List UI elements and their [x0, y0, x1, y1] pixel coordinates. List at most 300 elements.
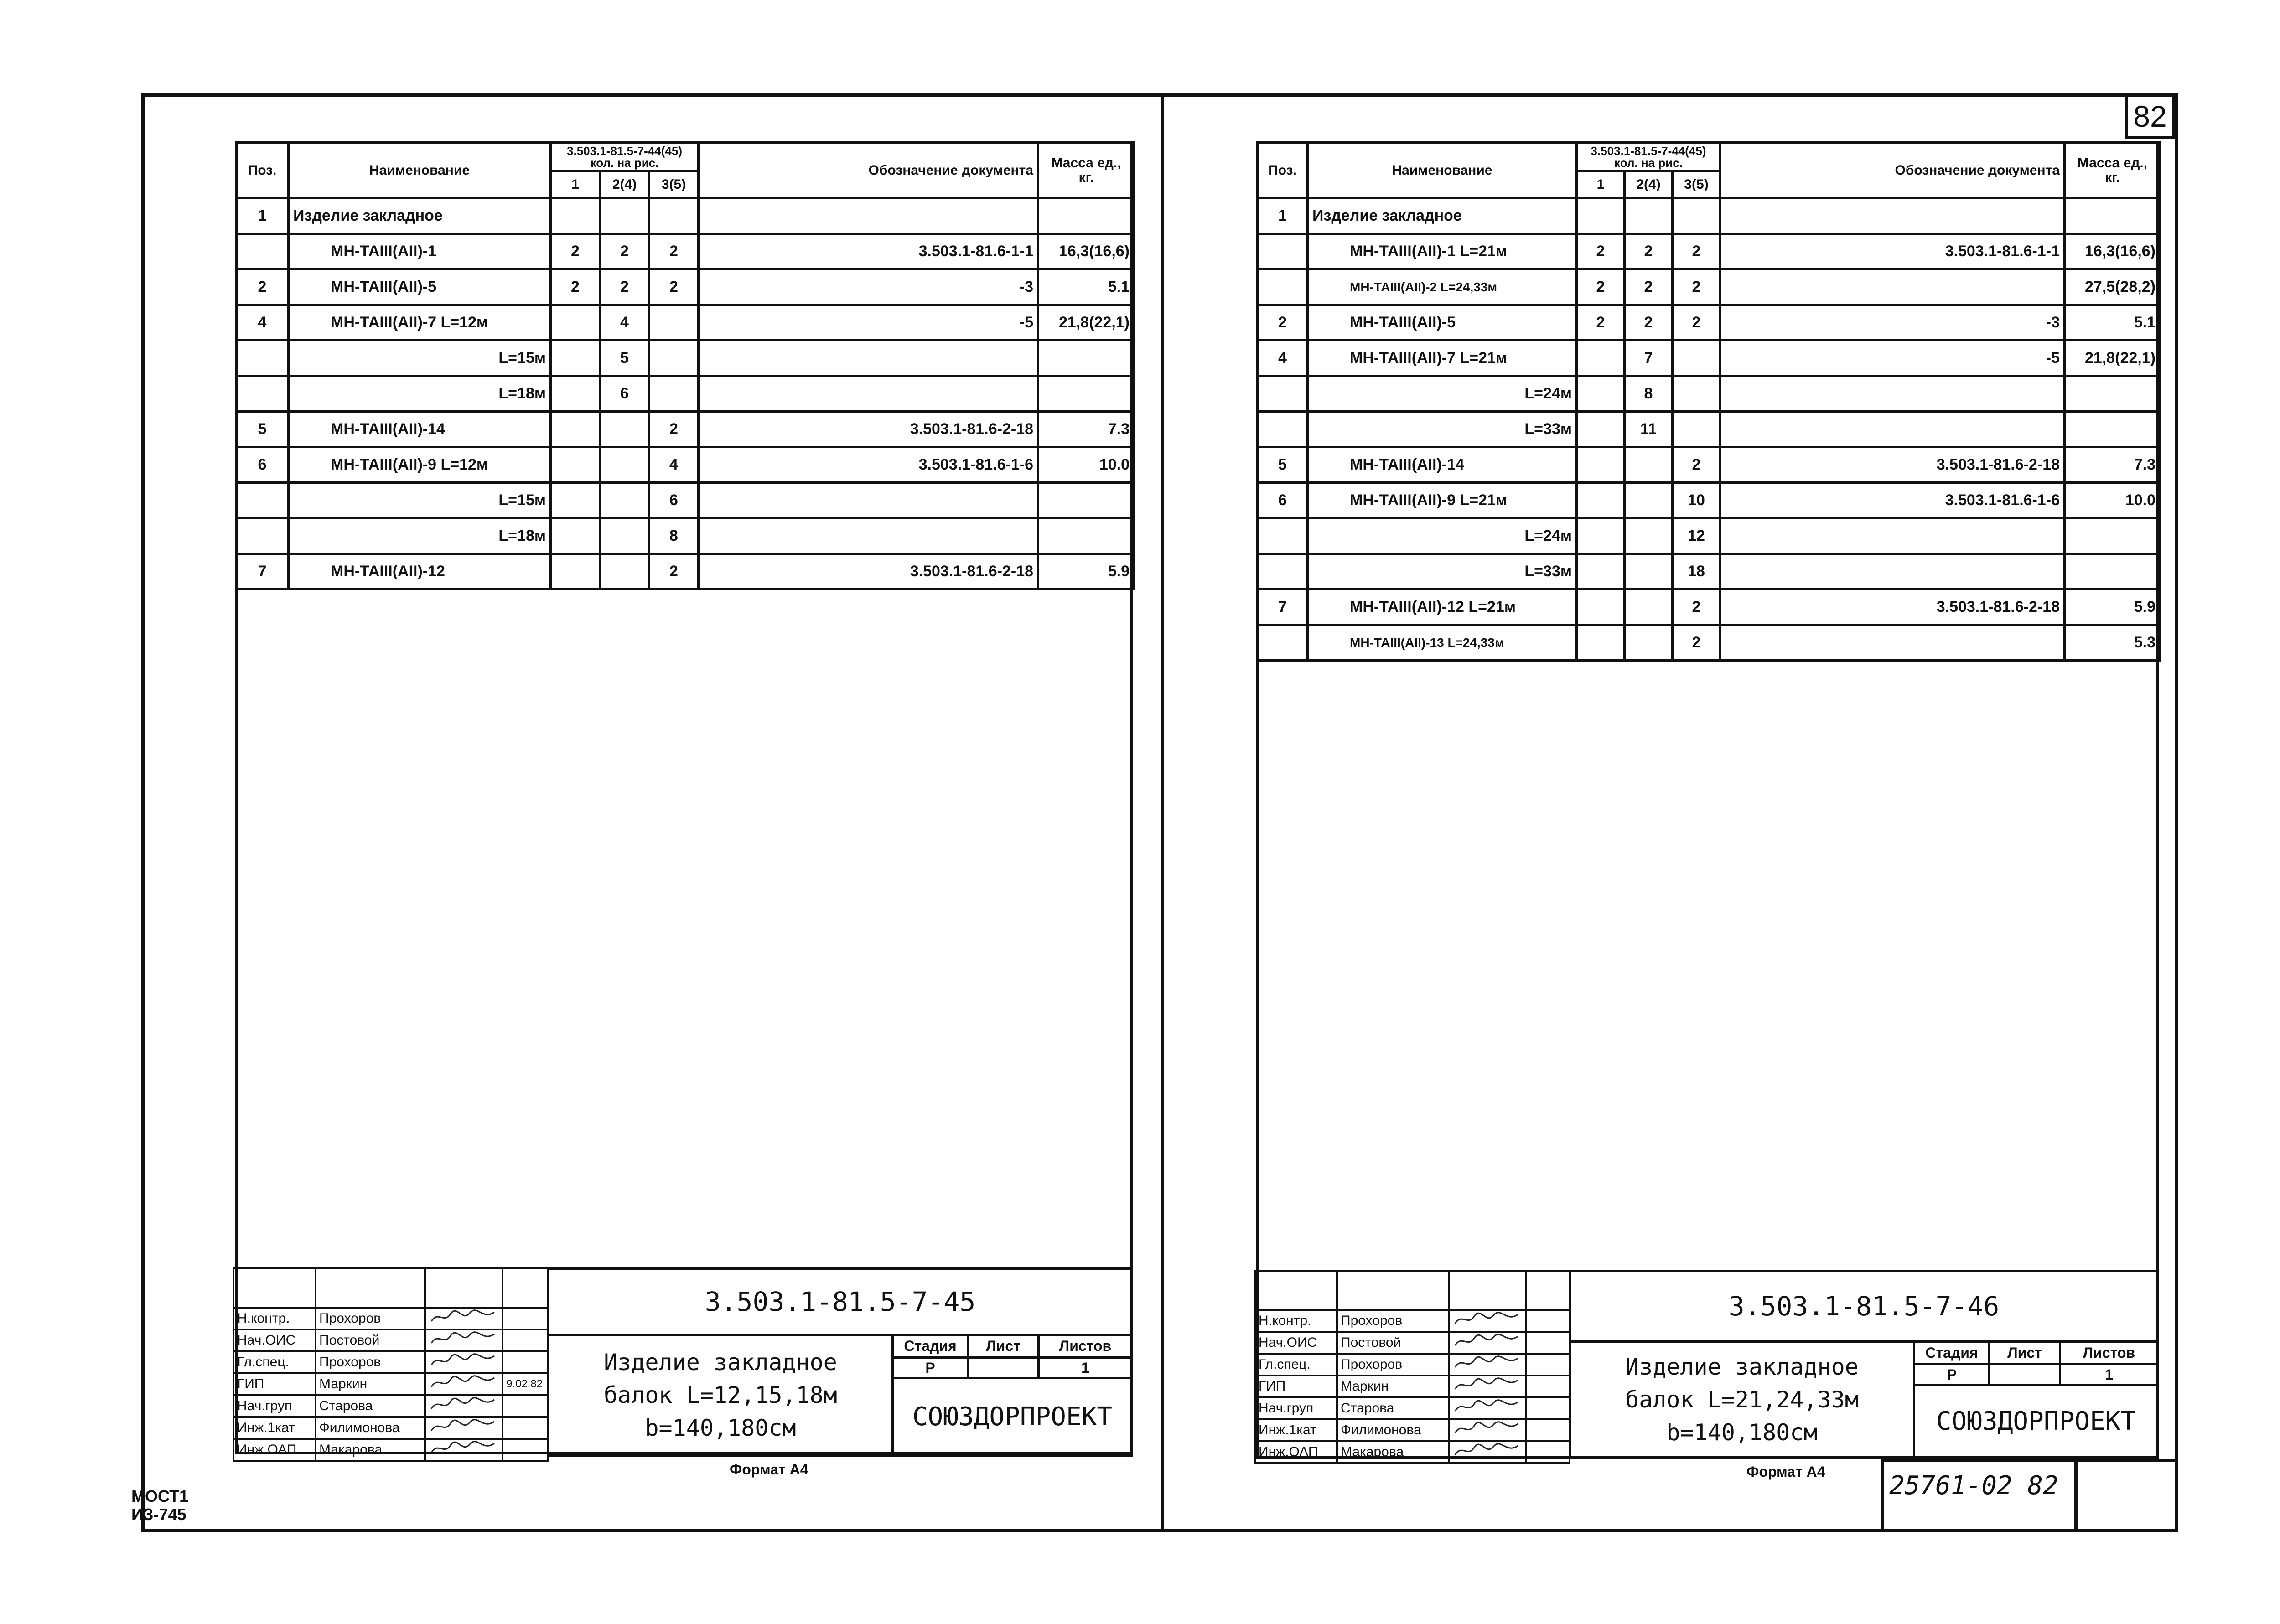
cell-q2 — [600, 412, 649, 447]
signature-scribble-icon — [1452, 1333, 1521, 1349]
cell-q2 — [1625, 447, 1673, 483]
cell-q1 — [551, 412, 600, 447]
cell-pos: 6 — [236, 447, 289, 483]
signature-row — [1255, 1376, 1570, 1397]
signature-row — [233, 1351, 548, 1373]
title-line: b=140,180см — [1666, 1419, 1818, 1446]
cell-name: МН-ТАIII(АII)-5 — [289, 269, 551, 305]
cell-mass — [2065, 518, 2161, 554]
cell-name: МН-ТАIII(АII)-2 L=24,33м — [1308, 269, 1577, 305]
signature-row — [233, 1308, 548, 1329]
header-q2: 2(4) — [600, 171, 649, 198]
cell-doc — [1720, 198, 2065, 234]
cell-mass — [1038, 341, 1135, 376]
cell-q3: 10 — [1673, 483, 1720, 518]
title-line: балок L=21,24,33м — [1625, 1386, 1859, 1413]
table-row — [1258, 376, 2161, 412]
signature-scribble-icon — [1452, 1376, 1521, 1393]
cell-pos — [236, 234, 289, 269]
signature — [1449, 1376, 1526, 1397]
archive-number: 25761-02 82 — [1889, 1471, 2058, 1500]
table-row — [236, 269, 1135, 305]
cell-q2 — [600, 518, 649, 554]
left-doc-number: 3.503.1-81.5-7-45 — [547, 1267, 1133, 1336]
cell-pos: 4 — [236, 305, 289, 341]
cell-doc — [699, 376, 1038, 412]
cell-mass: 10.0 — [2065, 483, 2161, 518]
cell-q2 — [600, 483, 649, 518]
header-q1: 1 — [551, 171, 600, 198]
table-row — [1258, 341, 2161, 376]
sign-date — [1526, 1397, 1570, 1419]
cell-doc — [699, 518, 1038, 554]
header-qty-series: 3.503.1-81.5-7-44(45) — [567, 144, 682, 158]
cell-mass — [1038, 483, 1135, 518]
cell-name: L=33м — [1308, 554, 1577, 590]
cell-pos: 5 — [236, 412, 289, 447]
role: ГИП — [1255, 1376, 1337, 1397]
left-title-block — [233, 1267, 1133, 1457]
cell-q2: 2 — [1625, 269, 1673, 305]
signature — [1449, 1419, 1526, 1441]
sheet-number: 82 — [2125, 93, 2175, 139]
signature-scribble-icon — [1452, 1420, 1521, 1437]
header-qty-series: 3.503.1-81.5-7-44(45) — [1591, 144, 1706, 158]
cell-name: МН-ТАIII(АII)-14 — [289, 412, 551, 447]
sign-date: 9.02.82 — [503, 1373, 548, 1395]
cell-mass: 10.0 — [1038, 447, 1135, 483]
sign-date — [503, 1351, 548, 1373]
cell-doc: 3.503.1-81.6-2-18 — [1720, 590, 2065, 625]
cell-q2: 2 — [600, 269, 649, 305]
cell-q3 — [1673, 412, 1720, 447]
cell-doc — [1720, 625, 2065, 661]
cell-name: L=15м — [289, 483, 551, 518]
cell-q1 — [551, 447, 600, 483]
sign-date — [503, 1395, 548, 1417]
cell-name: МН-ТАIII(АII)-9 L=21м — [1308, 483, 1577, 518]
cell-q3: 4 — [649, 447, 699, 483]
signature — [425, 1308, 503, 1329]
table-row — [1258, 198, 2161, 234]
cell-pos: 6 — [1258, 483, 1308, 518]
signature-row — [1255, 1354, 1570, 1376]
cell-doc — [1720, 554, 2065, 590]
cell-q1 — [551, 518, 600, 554]
role: Н.контр. — [1255, 1310, 1337, 1332]
title-line: балок L=12,15,18м — [604, 1382, 837, 1408]
cell-mass: 5.9 — [1038, 554, 1135, 590]
role: Нач.груп — [1255, 1397, 1337, 1419]
cell-q2: 5 — [600, 341, 649, 376]
left-format-label: Формат А4 — [730, 1461, 808, 1478]
cell-doc: 3.503.1-81.6-2-18 — [1720, 447, 2065, 483]
cell-q3: 2 — [1673, 625, 1720, 661]
sign-date — [1526, 1332, 1570, 1354]
cell-name: Изделие закладное — [1308, 198, 1577, 234]
signature-scribble-icon — [429, 1330, 497, 1347]
person-name: Прохоров — [1337, 1310, 1449, 1332]
left-sheet-label: Лист — [967, 1334, 1040, 1359]
role: Инж.1кат — [233, 1417, 316, 1439]
signature-scribble-icon — [1452, 1442, 1521, 1458]
cell-pos — [1258, 376, 1308, 412]
cell-name: L=15м — [289, 341, 551, 376]
signature — [425, 1439, 503, 1461]
cell-q2 — [1625, 554, 1673, 590]
signature — [425, 1351, 503, 1373]
cell-name: МН-ТАIII(АII)-12 — [289, 554, 551, 590]
signature-scribble-icon — [429, 1352, 497, 1369]
table-row — [236, 376, 1135, 412]
signature-scribble-icon — [1452, 1311, 1521, 1327]
signature — [425, 1395, 503, 1417]
cell-doc — [699, 341, 1038, 376]
cell-q2 — [1625, 198, 1673, 234]
cell-q3: 18 — [1673, 554, 1720, 590]
cell-q2: 11 — [1625, 412, 1673, 447]
cell-pos: 5 — [1258, 447, 1308, 483]
role: Нач.ОИС — [1255, 1332, 1337, 1354]
cell-doc — [1720, 518, 2065, 554]
table-row — [1258, 269, 2161, 305]
table-row — [236, 234, 1135, 269]
header-pos: Поз. — [1258, 143, 1308, 198]
cell-pos — [236, 341, 289, 376]
cell-pos: 7 — [1258, 590, 1308, 625]
cell-q1 — [1577, 447, 1625, 483]
cell-mass: 27,5(28,2) — [2065, 269, 2161, 305]
signature-row — [233, 1373, 548, 1395]
cell-q1 — [551, 483, 600, 518]
signature-scribble-icon — [429, 1440, 497, 1456]
cell-mass: 7.3 — [1038, 412, 1135, 447]
left-sheets-label: Листов — [1037, 1334, 1133, 1359]
signature — [425, 1417, 503, 1439]
cell-doc: 3.503.1-81.6-2-18 — [699, 554, 1038, 590]
table-row — [1258, 305, 2161, 341]
cell-doc — [1720, 412, 2065, 447]
cell-name: МН-ТАIII(АII)-1 L=21м — [1308, 234, 1577, 269]
person-name: Старова — [1337, 1397, 1449, 1419]
table-row — [1258, 234, 2161, 269]
signature-scribble-icon — [429, 1396, 497, 1412]
cell-q1 — [551, 305, 600, 341]
table-row — [236, 483, 1135, 518]
archive-extra-box — [2075, 1459, 2178, 1532]
cell-q2 — [1625, 483, 1673, 518]
sign-date — [1526, 1376, 1570, 1397]
cell-doc: 3.503.1-81.6-1-1 — [1720, 234, 2065, 269]
cell-mass — [2065, 412, 2161, 447]
cell-doc — [1720, 376, 2065, 412]
cell-q3: 2 — [1673, 234, 1720, 269]
right-title-block — [1254, 1270, 2159, 1459]
sign-date — [1526, 1419, 1570, 1441]
header-qty-label: кол. на рис. — [1614, 155, 1683, 170]
cell-pos: 1 — [236, 198, 289, 234]
right-doc-number: 3.503.1-81.5-7-46 — [1569, 1270, 2159, 1343]
left-sheets-value: 1 — [1037, 1356, 1133, 1379]
right-sheets-label: Листов — [2059, 1340, 2159, 1365]
role: Гл.спец. — [1255, 1354, 1337, 1376]
person-name: Маркин — [1337, 1376, 1449, 1397]
header-q1: 1 — [1577, 171, 1625, 198]
person-name: Прохоров — [316, 1308, 425, 1329]
sign-date — [503, 1308, 548, 1329]
cell-mass — [1038, 376, 1135, 412]
cell-pos — [1258, 554, 1308, 590]
role: Нач.ОИС — [233, 1329, 316, 1351]
archive-number-box — [1881, 1459, 2077, 1532]
table-row — [236, 447, 1135, 483]
header-qty-label: кол. на рис. — [590, 155, 659, 170]
cell-q3: 2 — [1673, 269, 1720, 305]
cell-q1 — [1577, 341, 1625, 376]
cell-q3: 2 — [649, 412, 699, 447]
signature-row — [1255, 1441, 1570, 1463]
role: Нач.груп — [233, 1395, 316, 1417]
role: Инж.ОАП — [233, 1439, 316, 1461]
cell-q3: 12 — [1673, 518, 1720, 554]
signature — [1449, 1397, 1526, 1419]
person-name: Постовой — [1337, 1332, 1449, 1354]
cell-q2: 2 — [600, 234, 649, 269]
signature-row — [233, 1329, 548, 1351]
person-name: Прохоров — [1337, 1354, 1449, 1376]
table-row — [1258, 625, 2161, 661]
table-row — [236, 305, 1135, 341]
role: ГИП — [233, 1373, 316, 1395]
person-name: Прохоров — [316, 1351, 425, 1373]
table-row — [236, 341, 1135, 376]
cell-doc: 3.503.1-81.6-2-18 — [699, 412, 1038, 447]
cell-pos — [1258, 412, 1308, 447]
role: Н.контр. — [233, 1308, 316, 1329]
cell-name: МН-ТАIII(АII)-7 L=12м — [289, 305, 551, 341]
cell-mass: 5.1 — [2065, 305, 2161, 341]
signature-scribble-icon — [429, 1374, 497, 1391]
table-row — [1258, 590, 2161, 625]
cell-doc: 3.503.1-81.6-1-6 — [1720, 483, 2065, 518]
cell-doc: -5 — [699, 305, 1038, 341]
right-stage-label: Стадия — [1913, 1340, 1990, 1365]
cell-pos — [236, 376, 289, 412]
cell-q1 — [1577, 198, 1625, 234]
cell-name: МН-ТАIII(АII)-9 L=12м — [289, 447, 551, 483]
cell-q1: 2 — [1577, 305, 1625, 341]
header-q3: 3(5) — [1673, 171, 1720, 198]
sign-date — [503, 1439, 548, 1461]
cell-q3: 2 — [1673, 305, 1720, 341]
table-row — [1258, 518, 2161, 554]
person-name: Макарова — [1337, 1441, 1449, 1463]
cell-name: МН-ТАIII(АII)-13 L=24,33м — [1308, 625, 1577, 661]
role: Инж.ОАП — [1255, 1441, 1337, 1463]
stamp-line: МОСТ1 — [131, 1487, 189, 1505]
left-title — [547, 1334, 894, 1457]
cell-q1 — [551, 554, 600, 590]
cell-q3 — [649, 305, 699, 341]
sheet-divider — [1161, 93, 1164, 1532]
cell-q3: 2 — [1673, 447, 1720, 483]
signature-row — [233, 1395, 548, 1417]
cell-q2: 4 — [600, 305, 649, 341]
left-signatures-grid — [233, 1267, 549, 1462]
cell-pos — [236, 483, 289, 518]
right-stage-value: Р — [1913, 1363, 1990, 1386]
signature-scribble-icon — [429, 1418, 497, 1434]
cell-q1 — [1577, 376, 1625, 412]
cell-q1 — [1577, 412, 1625, 447]
signature-scribble-icon — [1452, 1355, 1521, 1371]
cell-name: L=33м — [1308, 412, 1577, 447]
cell-q3 — [649, 376, 699, 412]
person-name: Макарова — [316, 1439, 425, 1461]
signature — [425, 1373, 503, 1395]
sign-date — [1526, 1354, 1570, 1376]
cell-mass — [2065, 376, 2161, 412]
cell-mass: 16,3(16,6) — [2065, 234, 2161, 269]
cell-q2 — [600, 554, 649, 590]
cell-doc: 3.503.1-81.6-1-6 — [699, 447, 1038, 483]
cell-name: МН-ТАIII(АII)-7 L=21м — [1308, 341, 1577, 376]
title-line: Изделие закладное — [604, 1349, 837, 1376]
person-name: Постовой — [316, 1329, 425, 1351]
header-qty-group — [1577, 143, 1720, 171]
left-stage-label: Стадия — [891, 1334, 969, 1359]
header-doc: Обозначение документа — [699, 143, 1038, 198]
cell-mass: 5.3 — [2065, 625, 2161, 661]
table-row — [1258, 483, 2161, 518]
signature — [1449, 1332, 1526, 1354]
left-organization: СОЮЗДОРПРОЕКТ — [891, 1377, 1133, 1457]
cell-q2 — [1625, 590, 1673, 625]
header-name: Наименование — [289, 143, 551, 198]
person-name: Старова — [316, 1395, 425, 1417]
left-sheet-value — [967, 1356, 1040, 1379]
cell-q3 — [649, 341, 699, 376]
table-row — [236, 518, 1135, 554]
cell-q1: 2 — [1577, 234, 1625, 269]
cell-q2 — [600, 198, 649, 234]
cell-q2: 2 — [1625, 305, 1673, 341]
cell-pos: 7 — [236, 554, 289, 590]
right-spec-table — [1256, 141, 2161, 662]
signature-scribble-icon — [429, 1309, 497, 1325]
cell-q1: 2 — [1577, 269, 1625, 305]
cell-q2: 2 — [1625, 234, 1673, 269]
stamp-line: ИЗ-745 — [131, 1505, 187, 1524]
cell-pos: 4 — [1258, 341, 1308, 376]
cell-q3: 6 — [649, 483, 699, 518]
cell-q1 — [1577, 483, 1625, 518]
table-row — [236, 554, 1135, 590]
signature — [1449, 1310, 1526, 1332]
header-doc: Обозначение документа — [1720, 143, 2065, 198]
cell-doc: -3 — [699, 269, 1038, 305]
cell-q1 — [1577, 554, 1625, 590]
cell-name: L=18м — [289, 518, 551, 554]
cell-mass: 5.9 — [2065, 590, 2161, 625]
table-row — [236, 412, 1135, 447]
cell-pos — [236, 518, 289, 554]
cell-q3: 2 — [649, 269, 699, 305]
cell-mass — [2065, 554, 2161, 590]
sign-date — [503, 1329, 548, 1351]
header-pos: Поз. — [236, 143, 289, 198]
cell-name: МН-ТАIII(АII)-14 — [1308, 447, 1577, 483]
signature-row — [1255, 1397, 1570, 1419]
cell-name: L=24м — [1308, 518, 1577, 554]
right-sheet-value — [1988, 1363, 2061, 1386]
cell-q3: 2 — [1673, 590, 1720, 625]
role: Инж.1кат — [1255, 1419, 1337, 1441]
cell-mass: 7.3 — [2065, 447, 2161, 483]
person-name: Маркин — [316, 1373, 425, 1395]
cell-q1 — [1577, 518, 1625, 554]
cell-name: L=24м — [1308, 376, 1577, 412]
sign-date — [503, 1417, 548, 1439]
left-spec-table — [235, 141, 1135, 590]
cell-mass: 21,8(22,1) — [1038, 305, 1135, 341]
cell-q1 — [551, 376, 600, 412]
cell-q2 — [1625, 518, 1673, 554]
cell-mass — [2065, 198, 2161, 234]
cell-q3 — [649, 198, 699, 234]
table-row — [1258, 412, 2161, 447]
cell-mass: 16,3(16,6) — [1038, 234, 1135, 269]
cell-q1 — [551, 341, 600, 376]
cell-q3 — [1673, 376, 1720, 412]
title-line: Изделие закладное — [1625, 1354, 1859, 1380]
signature-row — [233, 1417, 548, 1439]
cell-pos — [1258, 269, 1308, 305]
cell-name: МН-ТАIII(АII)-5 — [1308, 305, 1577, 341]
archive-stamp-left — [131, 1487, 188, 1524]
cell-name: L=18м — [289, 376, 551, 412]
person-name: Филимонова — [1337, 1419, 1449, 1441]
sign-date — [1526, 1310, 1570, 1332]
cell-pos — [1258, 625, 1308, 661]
table-row — [1258, 447, 2161, 483]
cell-q3: 2 — [649, 234, 699, 269]
signature — [1449, 1354, 1526, 1376]
header-mass: Масса ед., кг. — [1038, 143, 1135, 198]
signature-row — [1255, 1310, 1570, 1332]
right-title — [1569, 1340, 1915, 1459]
right-signatures-grid — [1254, 1270, 1570, 1464]
signature-row — [1255, 1332, 1570, 1354]
cell-pos: 2 — [1258, 305, 1308, 341]
cell-q3 — [1673, 198, 1720, 234]
cell-q3 — [1673, 341, 1720, 376]
right-format-label: Формат А4 — [1746, 1464, 1825, 1480]
role: Гл.спец. — [233, 1351, 316, 1373]
table-row — [1258, 554, 2161, 590]
person-name: Филимонова — [316, 1417, 425, 1439]
cell-doc — [1720, 269, 2065, 305]
cell-pos: 1 — [1258, 198, 1308, 234]
cell-name: Изделие закладное — [289, 198, 551, 234]
cell-q3: 8 — [649, 518, 699, 554]
cell-doc: -5 — [1720, 341, 2065, 376]
cell-q3: 2 — [649, 554, 699, 590]
right-sheets-value: 1 — [2059, 1363, 2159, 1386]
sign-date — [1526, 1441, 1570, 1463]
cell-mass: 21,8(22,1) — [2065, 341, 2161, 376]
cell-q1 — [1577, 590, 1625, 625]
